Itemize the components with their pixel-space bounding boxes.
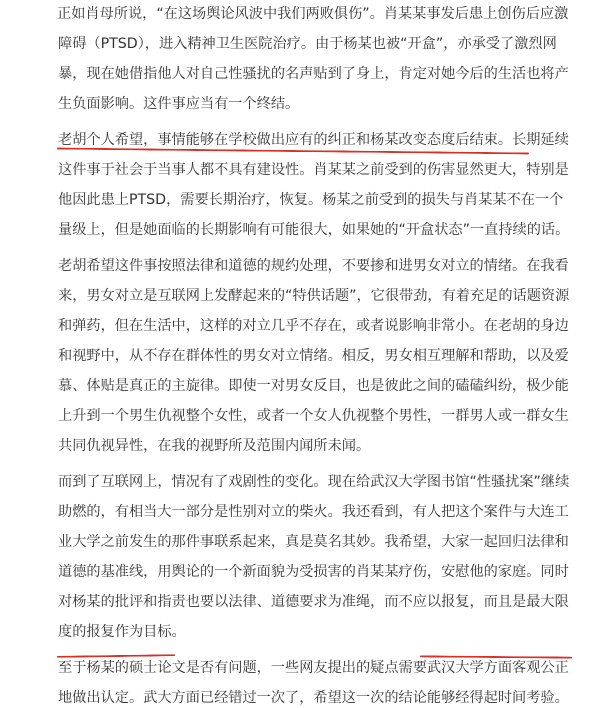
paragraph-line: 他因此患上PTSD，需要长期治疗，恢复。杨某之前受到的损失与肖某某不在一个 [58,192,564,208]
paragraph-line: 上升到一个男生仇视整个女性，或者一个女人仇视整个男性，一群男人或一群女生 [58,408,569,424]
paragraph-line: 正如肖母所说，“在这场舆论风波中我们两败俱伤”。肖某某事发后患上创伤后应激 [57,6,569,22]
paragraph-line: 生负面影响。这件事应当有一个终结。 [58,96,300,112]
paragraph-line: 来，男女对立是互联网上发酵起来的“特供话题”，它很带劲，有着充足的话题资源 [58,288,570,304]
paragraph-line: 量级上，但是她面临的长期影响有可能很大，如果她的“开盒状态”一直持续的话。 [58,222,570,238]
paragraph-line: 而到了互联网上，情况有了戏剧性的变化。现在给武汉大学图书馆“性骚扰案”继续 [58,474,570,490]
paragraph-line: 慕、体贴是真正的主旋律。即使一对男女反目，也是彼此之间的磕磕纠纷，极少能 [58,378,569,394]
paragraph-line: 暴，现在她借指他人对自己性骚扰的名声贴到了身上，肯定对她今后的生活也将产 [58,66,569,82]
paragraph-line: 助燃的，有相当大一部分是性别对立的柴火。我还看到，有人把这个案件与大连工 [58,504,569,520]
paragraph-line: 业大学之前发生的那件事联系起来，真是莫名其妙。我希望，大家一起回归法律和 [58,534,569,550]
paragraph-line: 道德的基准线，用舆论的一个新面貌为受损害的肖某某疗伤，安慰他的家庭。同时 [58,564,569,580]
paragraph-line: 和弹药，但在生活中，这样的对立几乎不存在，或者说影响非常小。在老胡的身边 [58,318,569,334]
paragraph-line: 至于杨某的硕士论文是否有问题，一些网友提出的疑点需要武汉大学方面客观公正 [58,660,569,676]
paragraph-line: 老胡个人希望，事情能够在学校做出应有的纠正和杨某改变态度后结束。长期延续 [58,132,569,148]
paragraph-line: 障碍（PTSD），进入精神卫生医院治疗。由于杨某也被“开盒”，亦承受了激烈网 [58,36,557,52]
paragraph-line: 度的报复作为目标。 [58,624,186,640]
paragraph-line: 和视野中，从不存在群体性的男女对立情绪。相反，男女相互理解和帮助，以及爱 [58,348,569,364]
paragraph-line: 这件事于社会于当事人都不具有建设性。肖某某之前受到的伤害显然更大，特别是 [58,162,569,178]
paragraph-line: 地做出认定。武大方面已经错过一次了，希望这一次的结论能够经得起时间考验。 [58,690,569,706]
paragraph-line: 老胡希望这件事按照法律和道德的规约处理，不要掺和进男女对立的情绪。在我看 [58,258,569,274]
paragraph-line: 对杨某的批评和指责也要以法律、道德要求为准绳，而不应以报复，而且是最大限 [58,594,569,610]
paragraph-line: 共同仇视异性，在我的视野所及范围内闻所未闻。 [58,438,371,454]
